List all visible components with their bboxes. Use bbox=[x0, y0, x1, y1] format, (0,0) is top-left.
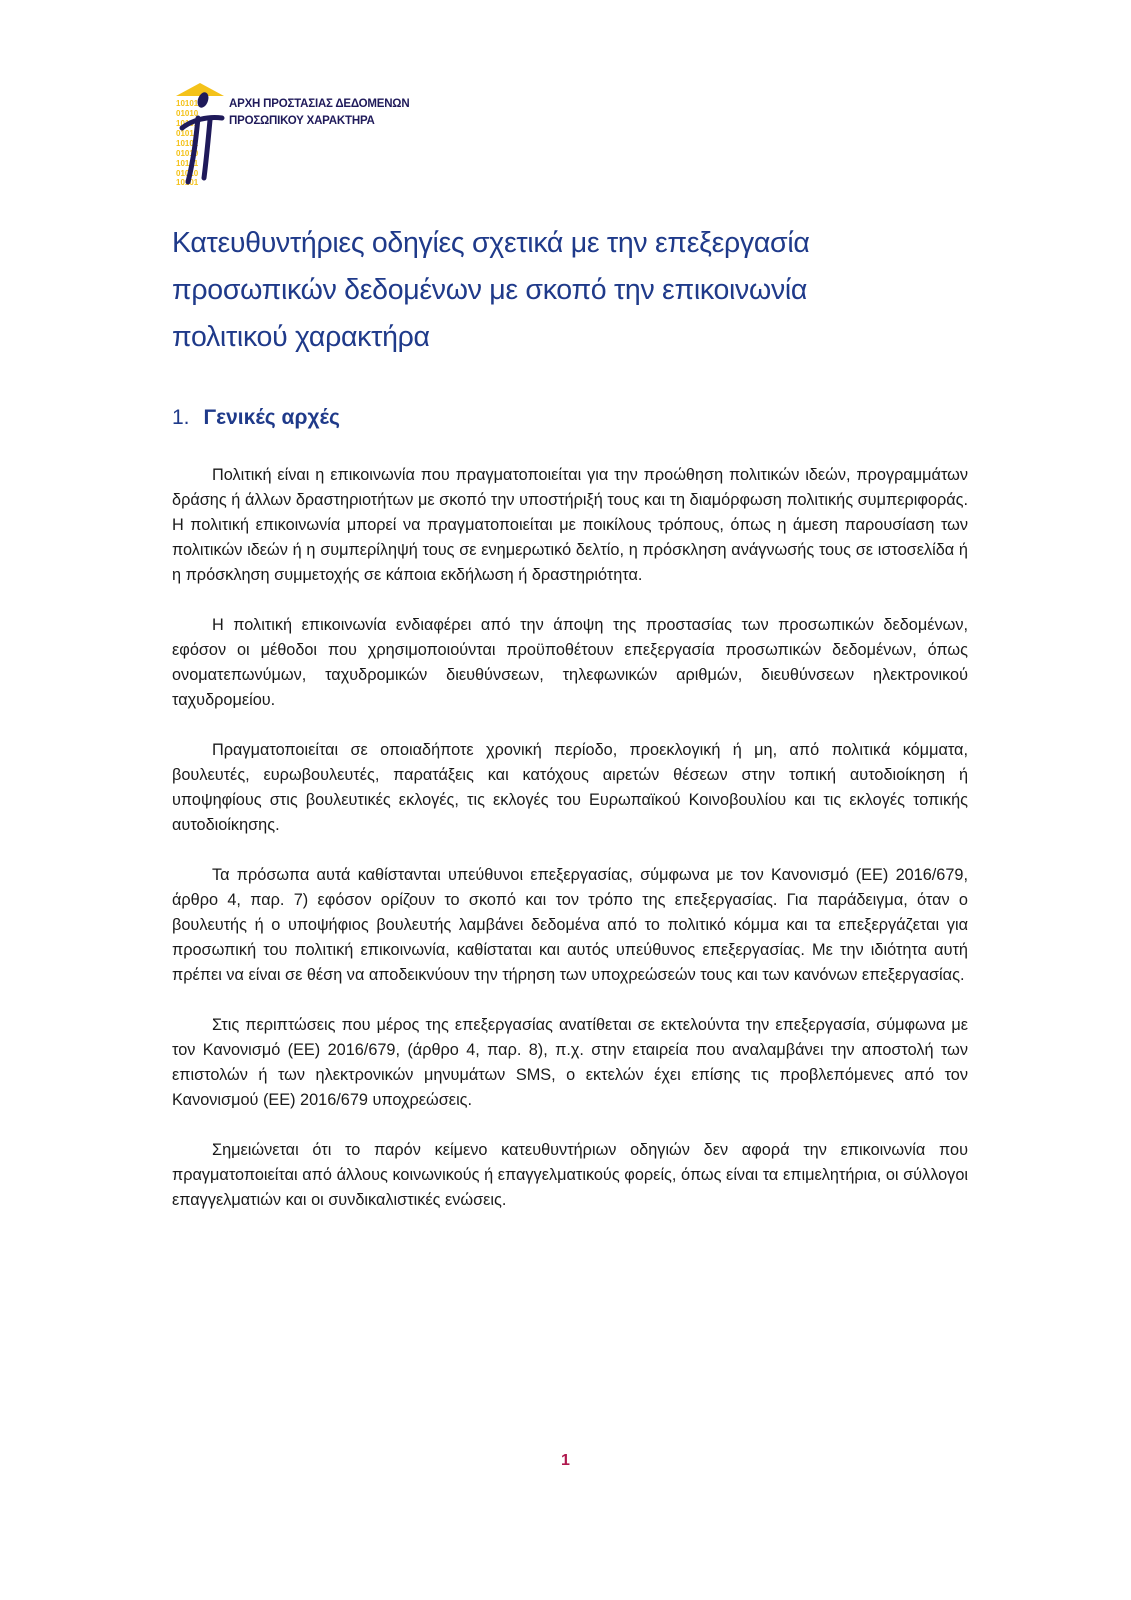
page-number: 1 bbox=[561, 1452, 570, 1469]
logo-text-line1: ΑΡΧΗ ΠΡΟΣΤΑΣΙΑΣ ΔΕΔΟΜΕΝΩΝ bbox=[229, 98, 410, 110]
paragraph: Πολιτική είναι η επικοινωνία που πραγματοποιείται για την προώθηση πολιτικών ιδεών, προγραμμάτων δράσης ή άλλων δραστηριοτήτων με σκοπό την υποστήριξή τους και τη διαμόρφωση πολιτικής συμπεριφοράς. Η πολιτική επικοινωνία μπορεί να πραγματοποιείται με ποικίλους τρόπους, όπως η άμεση παρουσίαση των πολιτικών ιδεών ή η συμπερίληψή τους σε ενημερωτικό δελτίο, η πρόσκληση ανάγνωσής τους σε ιστοσελίδα ή η πρόσκληση συμμετοχής σε κάποια εκδήλωση ή δραστηριότητα. bbox=[172, 466, 968, 584]
paragraph: Πραγματοποιείται σε οποιαδήποτε χρονική περίοδο, προεκλογική ή μη, από πολιτικά κόμματα, βουλευτές, ευρωβουλευτές, παρατάξεις και κατόχους αιρετών θέσεων στην τοπική αυτοδιοίκηση ή υποψηφίους στις βουλευτικές εκλογές, τις εκλογές του Ευρωπαϊκού Κοινοβουλίου και τις εκλογές τοπικής αυτοδιοίκησης. bbox=[172, 741, 968, 834]
paragraph: Τα πρόσωπα αυτά καθίστανται υπεύθυνοι επεξεργασίας, σύμφωνα με τον Κανονισμό (ΕΕ) 2016/679, άρθρο 4, παρ. 7) εφόσον ορίζουν το σκοπό και τον τρόπο της επεξεργασίας. Για παράδειγμα, όταν ο βουλευτής ή ο υποψήφιος βουλευτής λαμβάνει δεδομένα από το πολιτικό κόμμα και τα επεξεργάζεται για προσωπική του πολιτική επικοινωνία, καθίσταται και αυτός υπεύθυνος επεξεργασίας. Με την ιδιότητα αυτή πρέπει να είναι σε θέση να αποδεικνύουν την τήρηση των υποχρεώσεών τους και των κανόνων επεξεργασίας. bbox=[172, 866, 968, 984]
svg-text:01010: 01010 bbox=[176, 129, 199, 138]
svg-text:01010: 01010 bbox=[176, 149, 199, 158]
svg-text:10101: 10101 bbox=[176, 99, 199, 108]
authority-logo bbox=[174, 82, 410, 186]
title-line: προσωπικών δεδομένων με σκοπό την επικοινωνία bbox=[172, 274, 808, 306]
title-line: Κατευθυντήριες οδηγίες σχετικά με την επεξεργασία bbox=[172, 227, 810, 259]
paragraph: Η πολιτική επικοινωνία ενδιαφέρει από την άποψη της προστασίας των προσωπικών δεδομένων, εφόσον οι μέθοδοι που χρησιμοποιούνται προϋποθέτουν επεξεργασία προσωπικών δεδομένων, όπως ονοματεπωνύμων, ταχυδρομικών διευθύνσεων, τηλεφωνικών αριθμών, διευθύνσεων ηλεκτρονικού ταχυδρομείου. bbox=[172, 616, 968, 709]
svg-text:01010: 01010 bbox=[176, 109, 199, 118]
paragraph: Στις περιπτώσεις που μέρος της επεξεργασίας ανατίθεται σε εκτελούντα την επεξεργασία, σύμφωνα με τον Κανονισμό (ΕΕ) 2016/679, (άρθρο 4, παρ. 8), π.χ. στην εταιρεία που αναλαμβάνει την αποστολή των επιστολών ή των ηλεκτρονικών μηνυμάτων SMS, ο εκτελών έχει επίσης τις προβλεπόμενες από τον Κανονισμού (ΕΕ) 2016/679 υποχρεώσεις. bbox=[172, 1016, 968, 1109]
body-text bbox=[172, 463, 968, 1238]
logo-text-line2: ΠΡΟΣΩΠΙΚΟΥ ΧΑΡΑΚΤΗΡΑ bbox=[229, 115, 375, 127]
svg-text:10101: 10101 bbox=[176, 139, 199, 148]
section-number: 1. bbox=[172, 406, 190, 429]
paragraph: Σημειώνεται ότι το παρόν κείμενο κατευθυντήριων οδηγιών δεν αφορά την επικοινωνία που πραγματοποιείται από άλλους κοινωνικούς ή επαγγελματικούς φορείς, όπως είναι τα επιμελητήρια, οι σύλλογοι επαγγελματιών και οι συνδικαλιστικές ενώσεις. bbox=[172, 1141, 968, 1209]
svg-text:01010: 01010 bbox=[176, 169, 199, 178]
svg-text:10101: 10101 bbox=[176, 159, 199, 168]
svg-text:10101: 10101 bbox=[176, 178, 199, 186]
svg-text:10101: 10101 bbox=[176, 119, 199, 128]
section-title: Γενικές αρχές bbox=[203, 406, 340, 429]
title-line: πολιτικού χαρακτήρα bbox=[172, 321, 430, 353]
logo-emblem-icon bbox=[174, 82, 226, 186]
document-title bbox=[172, 220, 972, 361]
section-heading bbox=[172, 406, 340, 430]
